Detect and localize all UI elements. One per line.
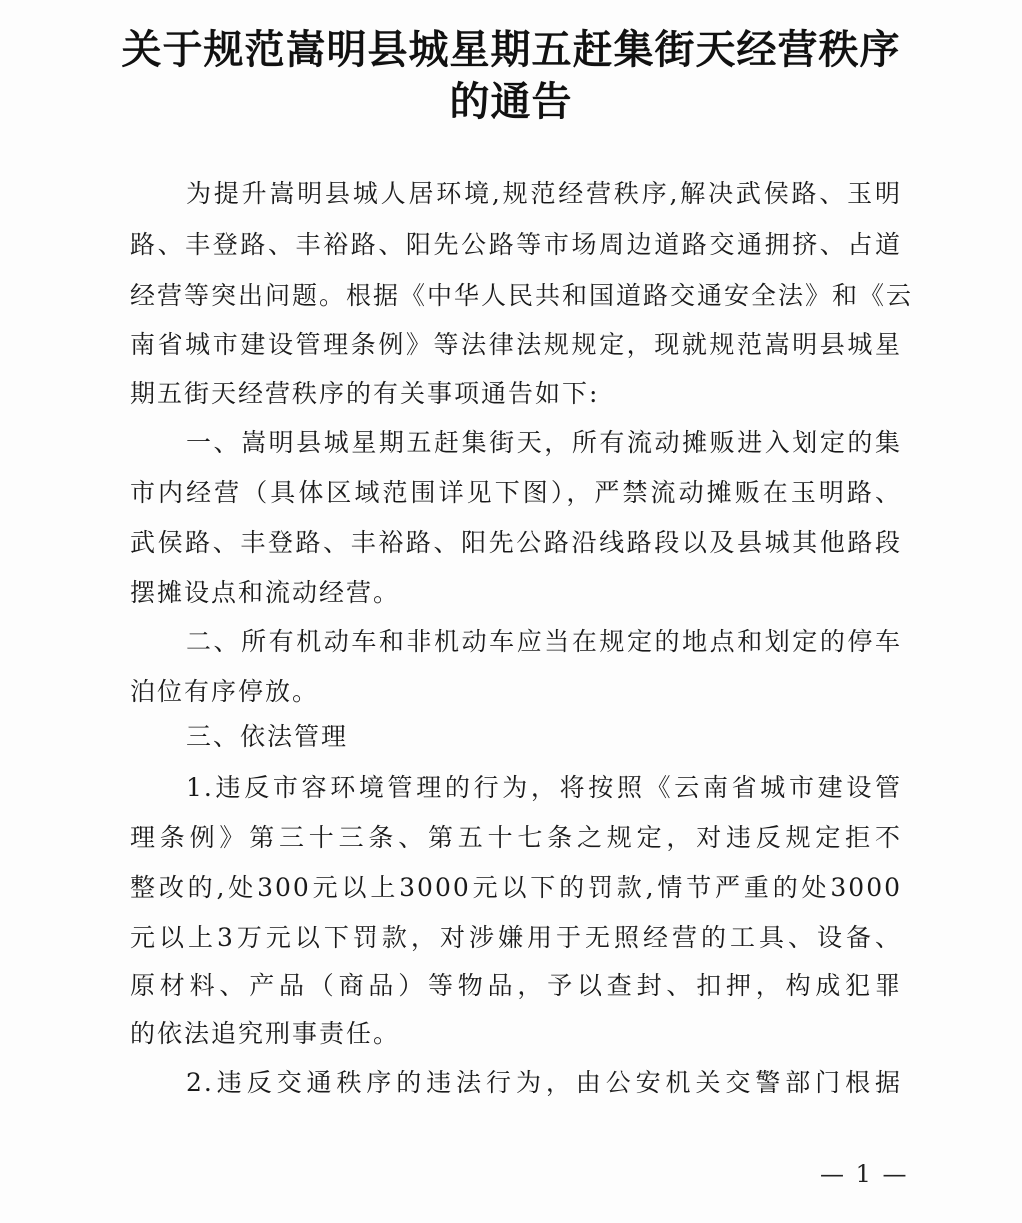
clause-1-line: 原材料、产品（商品）等物品，予以查封、扣押，构成犯罪 xyxy=(130,971,902,1000)
clause-1-line: 整改的,处300元以上3000元以下的罚款,情节严重的处3000 xyxy=(130,873,902,902)
notice-title-line-1: 关于规范嵩明县城星期五赶集街天经营秩序 xyxy=(121,26,901,73)
section-3-heading: 三、依法管理 xyxy=(186,722,349,751)
section-2-line: 泊位有序停放。 xyxy=(130,677,320,706)
page-number: — 1 — xyxy=(820,1160,909,1188)
section-1-line: 市内经营（具体区域范围详见下图），严禁流动摊贩在玉明路、 xyxy=(130,478,902,507)
clause-1-line: 理条例》第三十三条、第五十七条之规定，对违反规定拒不 xyxy=(130,823,902,852)
clause-2-line: 2.违反交通秩序的违法行为，由公安机关交警部门根据 xyxy=(186,1068,902,1097)
body-line: 路、丰登路、丰裕路、阳先公路等市场周边道路交通拥挤、占道 xyxy=(130,230,902,259)
clause-1-line: 元以上3万元以下罚款，对涉嫌用于无照经营的工具、设备、 xyxy=(130,923,902,952)
section-2-line: 二、所有机动车和非机动车应当在规定的地点和划定的停车 xyxy=(186,627,902,656)
clause-1-line: 的依法追究刑事责任。 xyxy=(130,1019,401,1048)
body-line: 为提升嵩明县城人居环境,规范经营秩序,解决武侯路、玉明 xyxy=(186,179,902,208)
body-line: 经营等突出问题。根据《中华人民共和国道路交通安全法》和《云 xyxy=(130,281,914,310)
clause-1-line: 1.违反市容环境管理的行为，将按照《云南省城市建设管 xyxy=(186,773,902,802)
notice-title-line-2: 的通告 xyxy=(449,78,573,125)
section-1-line: 武侯路、丰登路、丰裕路、阳先公路沿线路段以及县城其他路段 xyxy=(130,528,902,557)
body-line: 期五街天经营秩序的有关事项通告如下: xyxy=(130,379,600,408)
section-1-line: 一、嵩明县城星期五赶集街天，所有流动摊贩进入划定的集 xyxy=(186,428,902,457)
body-line: 南省城市建设管理条例》等法律法规规定，现就规范嵩明县城星 xyxy=(130,330,902,359)
section-1-line: 摆摊设点和流动经营。 xyxy=(130,578,401,607)
